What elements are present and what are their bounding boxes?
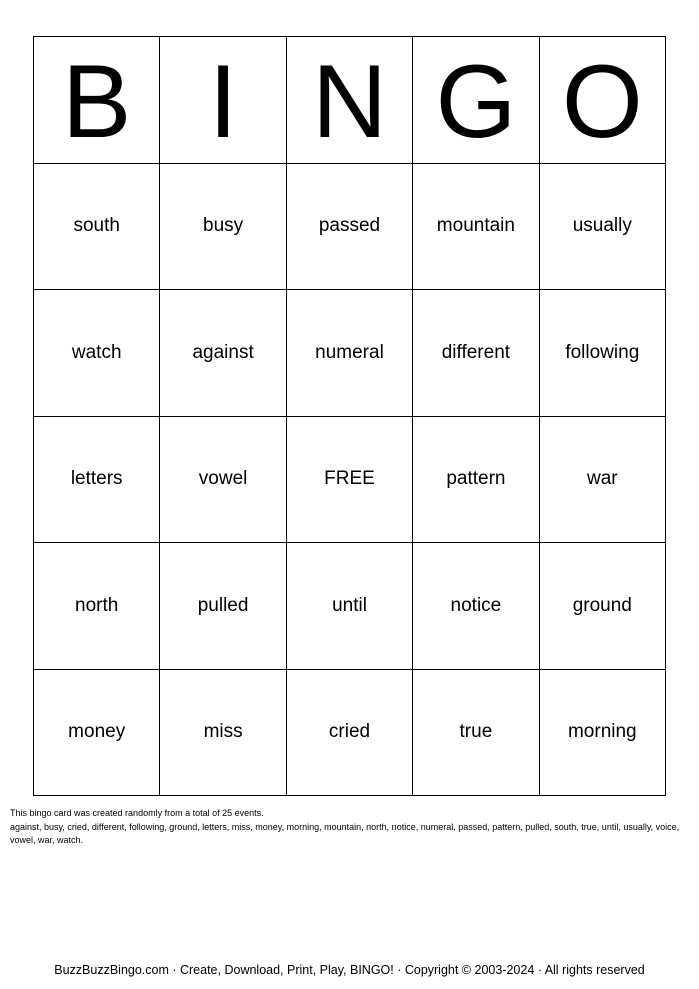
bingo-cell: numeral: [287, 290, 413, 417]
bingo-cell: watch: [34, 290, 160, 417]
bingo-cell: miss: [160, 670, 286, 797]
bingo-card: [33, 36, 666, 796]
header-letter-b: B: [34, 37, 160, 164]
header-letter-i: I: [160, 37, 286, 164]
header-letter-g: G: [413, 37, 539, 164]
card-footnote: [10, 807, 690, 848]
bingo-cell: south: [34, 164, 160, 291]
bingo-cell: usually: [540, 164, 666, 291]
bingo-cell: notice: [413, 543, 539, 670]
copyright-footer: BuzzBuzzBingo.com · Create, Download, Print, Play, BINGO! · Copyright © 2003-2024 · All rights reserved: [54, 963, 645, 977]
bingo-cell: passed: [287, 164, 413, 291]
bingo-cell: morning: [540, 670, 666, 797]
bingo-cell: pulled: [160, 543, 286, 670]
footnote-intro: This bingo card was created randomly from a total of 25 events.: [10, 808, 264, 818]
free-space-cell: FREE: [287, 417, 413, 544]
bingo-cell: letters: [34, 417, 160, 544]
bingo-cell: different: [413, 290, 539, 417]
header-letter-n: N: [287, 37, 413, 164]
bingo-cell: vowel: [160, 417, 286, 544]
footnote-event-list: against, busy, cried, different, following, ground, letters, miss, money, morning, mountain, north, notice, numeral, passed, pattern, pulled, south, true, until, usually, voice, vowel, war, watch.: [10, 821, 680, 845]
bingo-cell: ground: [540, 543, 666, 670]
bingo-cell: war: [540, 417, 666, 544]
header-letter-o: O: [540, 37, 666, 164]
bingo-cell: following: [540, 290, 666, 417]
bingo-cell: cried: [287, 670, 413, 797]
bingo-cell: until: [287, 543, 413, 670]
bingo-cell: pattern: [413, 417, 539, 544]
bingo-cell: true: [413, 670, 539, 797]
bingo-cell: busy: [160, 164, 286, 291]
bingo-cell: north: [34, 543, 160, 670]
bingo-cell: against: [160, 290, 286, 417]
bingo-cell: mountain: [413, 164, 539, 291]
bingo-cell: money: [34, 670, 160, 797]
